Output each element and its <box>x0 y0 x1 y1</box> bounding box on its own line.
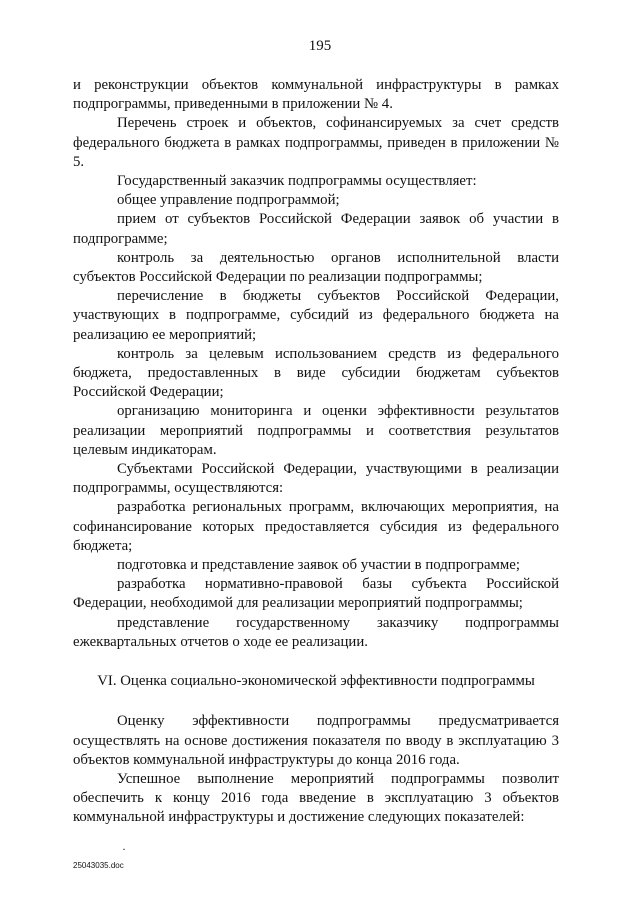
footer-filename: 25043035.doc <box>73 861 124 870</box>
paragraph: Оценку эффективности подпрограммы предусматривается осуществлять на основе достижения показателя по вводу в эксплуатацию 3 объектов коммунальной инфраструктуры до конца 2016 года. <box>73 713 559 768</box>
list-item: общее управление подпрограммой; <box>117 192 340 209</box>
paragraph: и реконструкции объектов коммунальной инфраструктуры в рамках подпрограммы, приведенными в приложении № 4. <box>73 77 559 113</box>
list-item: подготовка и представление заявок об участии в подпрограмме; <box>117 557 520 574</box>
footer-mark: · <box>122 842 126 856</box>
page-number: 195 <box>308 38 332 54</box>
list-item: представление государственному заказчику подпрограммы ежеквартальных отчетов о ходе ее реализации. <box>73 614 559 650</box>
paragraph: Успешное выполнение мероприятий подпрограммы позволит обеспечить к концу 2016 года введение в эксплуатацию 3 объектов коммунальной инфраструктуры и достижение следующих показателей: <box>73 770 559 826</box>
paragraph: Перечень строек и объектов, софинансируемых за счет средств федерального бюджета в рамках подпрограммы, приведен в приложении № 5. <box>73 115 559 170</box>
paragraph: Субъектами Российской Федерации, участвующими в реализации подпрограммы, осуществляются: <box>73 461 559 497</box>
list-item: прием от субъектов Российской Федерации заявок об участии в подпрограмме; <box>73 211 559 247</box>
document-body <box>73 76 559 828</box>
list-item: контроль за целевым использованием средств из федерального бюджета, предоставленных в виде субсидии бюджетам субъектов Российской Федерации; <box>73 345 559 401</box>
section-heading: VI. Оценка социально-экономической эффективности подпрограммы <box>97 673 535 690</box>
list-item: контроль за деятельностью органов исполнительной власти субъектов Российской Федерации по реализации подпрограммы; <box>73 249 559 286</box>
list-item: разработка региональных программ, включающих мероприятия, на софинансирование которых предоставляется субсидия из федерального бюджета; <box>73 499 559 554</box>
list-item: разработка нормативно-правовой базы субъекта Российской Федерации, необходимой для реализации мероприятий подпрограммы; <box>73 576 559 612</box>
list-item: организацию мониторинга и оценки эффективности результатов реализации мероприятий подпрограммы и соответствия результатов целевым индикаторам. <box>73 403 559 458</box>
paragraph: Государственный заказчик подпрограммы осуществляет: <box>117 173 477 190</box>
list-item: перечисление в бюджеты субъектов Российской Федерации, участвующих в подпрограмме, субсидий из федерального бюджета на реализацию ее мероприятий; <box>73 288 559 343</box>
